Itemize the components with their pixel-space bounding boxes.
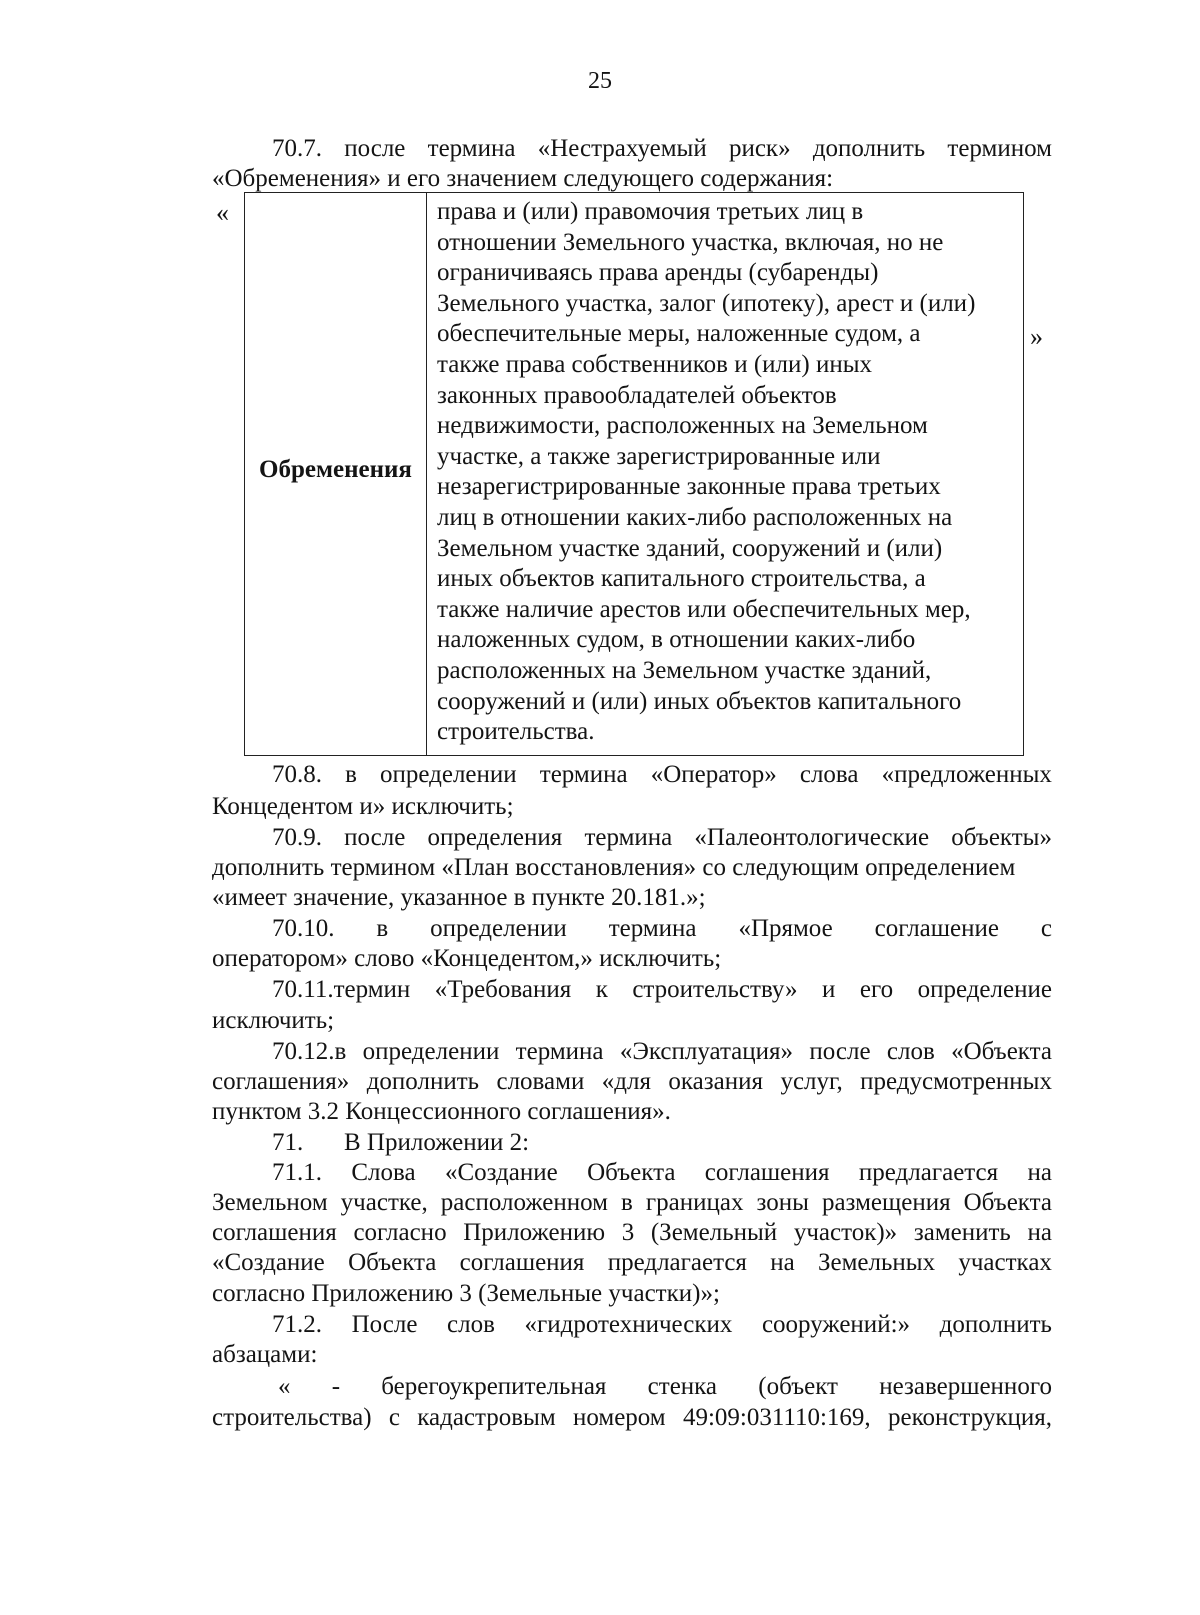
word: предлагается: [607, 1249, 747, 1276]
word: зоны: [756, 1189, 809, 1216]
word: дополнить: [366, 1068, 480, 1095]
word: в: [621, 1189, 633, 1216]
word: берегоукрепительная: [381, 1373, 607, 1400]
word: стенка: [647, 1373, 718, 1400]
word: термина: [515, 1038, 604, 1065]
word: на: [1027, 1219, 1052, 1246]
para-70-9-line-2: дополнить термином «План восстановления» со следующим определением: [212, 854, 1016, 881]
definition-table: [244, 192, 1024, 756]
word: 70.7.: [272, 135, 322, 162]
word: его: [859, 976, 894, 1003]
word: соглашения: [212, 1219, 337, 1246]
definition-line: наложенных судом, в отношении каких-либо: [437, 626, 916, 654]
definition-line: права и (или) правомочия третьих лиц в: [437, 198, 864, 225]
definition-line: Земельного участка, залог (ипотеку), арест и (или): [437, 289, 976, 317]
word: соглашения: [459, 1249, 585, 1276]
word: 3: [621, 1219, 635, 1246]
para-71-2-line-2: абзацами:: [212, 1341, 318, 1368]
para-70-10-line-1: [272, 914, 1052, 944]
definition-line: лиц в отношении каких-либо расположенных на: [437, 503, 953, 531]
word: и: [822, 976, 836, 1003]
term-cell: [245, 193, 426, 755]
word: риск»: [728, 135, 791, 162]
word: с: [1040, 915, 1052, 942]
word: дополнить: [812, 135, 926, 162]
word: дополнить: [939, 1311, 1052, 1338]
word: в: [376, 915, 389, 942]
word: 70.12.в: [272, 1038, 347, 1065]
word: участках: [958, 1249, 1052, 1276]
word: участке,: [340, 1189, 428, 1216]
para-71-1-line-4: [212, 1248, 1052, 1278]
definition-line: обеспечительные меры, наложенные судом, а: [437, 320, 921, 348]
word: «предложенных: [881, 761, 1052, 788]
word: термина: [608, 915, 697, 942]
page-number: 25: [588, 68, 612, 94]
word: «Создание: [444, 1159, 558, 1186]
word: 70.9.: [272, 824, 322, 851]
word: участок)»: [793, 1219, 898, 1246]
word: (объект: [758, 1373, 838, 1400]
word: термина: [427, 135, 516, 162]
word: «Объекта: [951, 1038, 1052, 1065]
para-71-1-line-1: [272, 1158, 1052, 1188]
word: строительства): [212, 1404, 372, 1431]
close-quote: »: [1030, 322, 1043, 351]
word: предлагается: [858, 1159, 999, 1186]
word: термина: [539, 761, 628, 788]
word: «Оператор»: [650, 761, 777, 788]
para-70-10-line-2: оператором» слово «Концедентом,» исключить;: [212, 945, 722, 972]
word: соглашения: [704, 1159, 830, 1186]
word: -: [331, 1373, 341, 1400]
para-71-2-line-1: [272, 1310, 1052, 1340]
para-70-8-line-1: [272, 760, 1052, 790]
definition-line: также наличие арестов или обеспечительных мер,: [437, 595, 971, 623]
para-70-11-line-1: [272, 975, 1052, 1005]
open-quote: «: [216, 198, 229, 227]
definition-line: участке, а также зарегистрированные или: [437, 442, 881, 470]
word: Объекта: [348, 1249, 437, 1276]
definition-line: иных объектов капитального строительства, а: [437, 565, 926, 593]
para-70-9-line-1: [272, 823, 1052, 853]
word: слов: [886, 1038, 935, 1065]
word: оказания: [668, 1068, 763, 1095]
word: границах: [645, 1189, 744, 1216]
word: на: [770, 1249, 795, 1276]
word: Земельных: [817, 1249, 936, 1276]
bullet-line-1: [278, 1372, 1052, 1402]
word: 49:09:031110:169,: [682, 1404, 871, 1431]
word: слов: [447, 1311, 495, 1338]
word: 71.2.: [272, 1311, 322, 1338]
word: «Нестрахуемый: [537, 135, 707, 162]
para-71-number: 71.: [272, 1129, 304, 1156]
word: определении: [430, 915, 567, 942]
definition-cell: [437, 197, 975, 748]
column-divider: [426, 193, 427, 755]
word: размещения: [821, 1189, 951, 1216]
word: 70.8.: [272, 761, 322, 788]
word: незавершенного: [879, 1373, 1052, 1400]
word: слова: [799, 761, 859, 788]
definition-line: ограничиваясь права аренды (субаренды): [437, 259, 879, 287]
para-70-11-line-2: исключить;: [212, 1007, 335, 1034]
word: объекты»: [951, 824, 1052, 851]
word: термином: [947, 135, 1052, 162]
definition-line: строительства.: [437, 718, 595, 746]
bullet-line-2: [212, 1403, 1052, 1433]
word: строительству»: [632, 976, 798, 1003]
word: предусмотренных: [860, 1068, 1052, 1095]
word: 70.10.: [272, 915, 335, 942]
word: определение: [917, 976, 1052, 1003]
word: «Палеонтологические: [694, 824, 930, 851]
para-70-7-line-1: [272, 134, 1052, 164]
word: согласно: [353, 1219, 447, 1246]
definition-line: также права собственников и (или) иных: [437, 350, 873, 378]
word: Объекта: [587, 1159, 676, 1186]
word: словами: [496, 1068, 585, 1095]
para-70-7-line-2: «Обременения» и его значением следующего содержания:: [212, 165, 834, 192]
definition-line: законных правообладателей объектов: [437, 381, 837, 409]
definition-line: расположенных на Земельном участке зданий,: [437, 656, 932, 684]
para-71-text: В Приложении 2:: [344, 1129, 530, 1156]
para-71-1-line-3: [212, 1218, 1052, 1248]
definition-line: Земельном участке зданий, сооружений и (или): [437, 534, 943, 562]
definition-line: незарегистрированные законные права третьих: [437, 473, 941, 501]
word: 71.1.: [272, 1159, 322, 1186]
word: сооружений:»: [761, 1311, 911, 1338]
word: услуг,: [780, 1068, 843, 1095]
para-70-12-line-3: пунктом 3.2 Концессионного соглашения».: [212, 1098, 671, 1125]
word: «: [278, 1373, 291, 1400]
para-70-12-line-2: [212, 1067, 1052, 1097]
word: (Земельный: [650, 1219, 778, 1246]
word: определения: [427, 824, 563, 851]
word: на: [1027, 1159, 1052, 1186]
word: определении: [380, 761, 517, 788]
word: расположенном: [440, 1189, 609, 1216]
word: После: [351, 1311, 418, 1338]
word: Слова: [351, 1159, 416, 1186]
definition-line: недвижимости, расположенных на Земельном: [437, 412, 928, 440]
word: определении: [362, 1038, 500, 1065]
word: «Создание: [212, 1249, 325, 1276]
word: номером: [572, 1404, 666, 1431]
word: «Эксплуатация»: [619, 1038, 794, 1065]
para-71-1-line-2: [212, 1188, 1052, 1218]
word: Приложению: [463, 1219, 606, 1246]
word: после: [344, 135, 406, 162]
word: «Прямое: [738, 915, 833, 942]
word: реконструкция,: [887, 1404, 1052, 1431]
word: «для: [601, 1068, 651, 1095]
word: Объекта: [963, 1189, 1052, 1216]
para-70-9-line-3: «имеет значение, указанное в пункте 20.181.»;: [212, 884, 706, 911]
para-71-1-line-5: согласно Приложению 3 (Земельные участки)»;: [212, 1280, 720, 1307]
definition-line: отношении Земельного участка, включая, но не: [437, 228, 944, 256]
word: Земельном: [212, 1189, 328, 1216]
word: в: [345, 761, 357, 788]
word: с: [388, 1404, 400, 1431]
para-70-8-line-2: Концедентом и» исключить;: [212, 793, 514, 820]
word: кадастровым: [417, 1404, 556, 1431]
word: к: [595, 976, 608, 1003]
word: «Требования: [434, 976, 572, 1003]
word: «гидротехнических: [524, 1311, 733, 1338]
word: заменить: [913, 1219, 1011, 1246]
word: после: [809, 1038, 871, 1065]
word: соглашения»: [212, 1068, 350, 1095]
definition-line: сооружений и (или) иных объектов капитального: [437, 687, 962, 715]
para-70-12-line-1: [272, 1037, 1052, 1067]
term-label: Обременения: [259, 456, 412, 483]
word: после: [344, 824, 406, 851]
word: термина: [584, 824, 673, 851]
word: соглашение: [874, 915, 999, 942]
word: 70.11.термин: [272, 976, 411, 1003]
